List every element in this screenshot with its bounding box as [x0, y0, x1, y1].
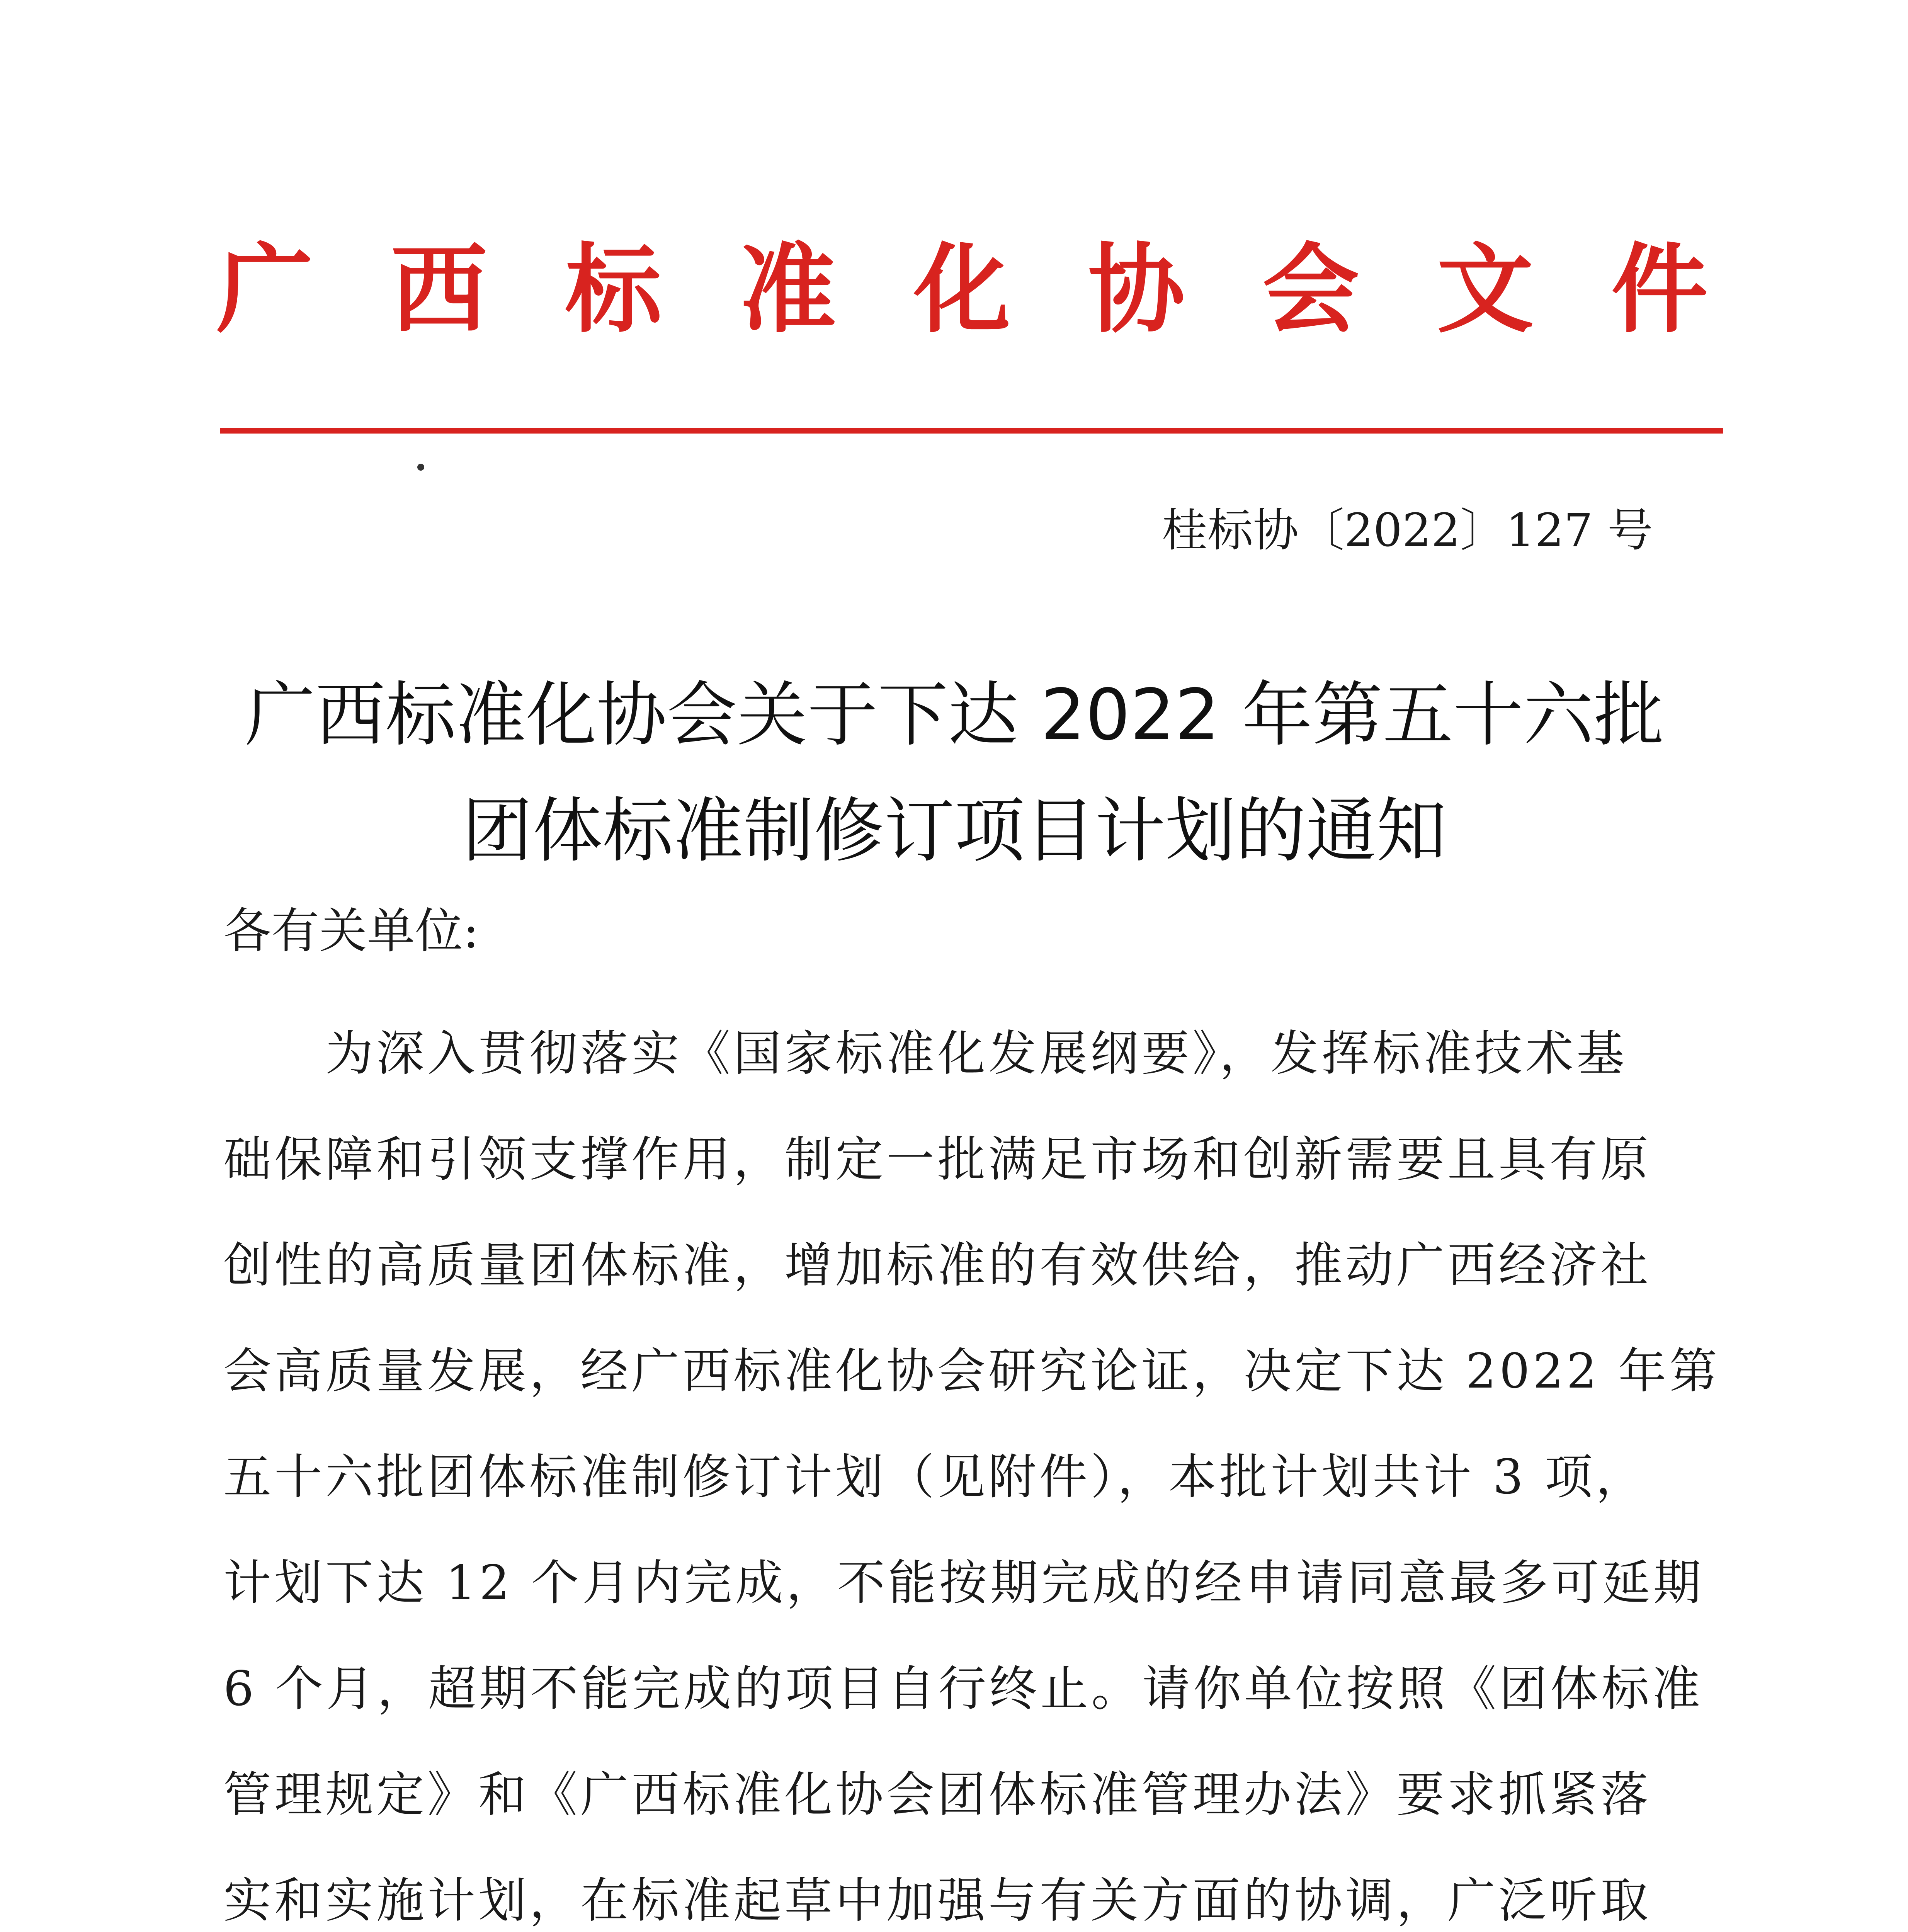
body-line: 创性的高质量团体标准，增加标准的有效供给，推动广西经济社 — [223, 1238, 1652, 1293]
salutation: 各有关单位: — [223, 903, 479, 959]
header-char: 西 — [391, 233, 488, 346]
body-paragraph — [223, 1001, 1721, 1932]
document-number: 桂标协〔2022〕127 号 — [1161, 503, 1653, 557]
body-line: 为深入贯彻落实《国家标准化发展纲要》，发挥标准技术基 — [223, 1026, 1628, 1082]
org-document-header — [216, 216, 1708, 363]
header-char: 文 — [1437, 233, 1534, 346]
notice-title — [216, 657, 1692, 889]
body-line: 实和实施计划，在标准起草中加强与有关方面的协调，广泛听取 — [223, 1873, 1652, 1929]
header-char: 化 — [914, 233, 1010, 346]
body-line: 五十六批团体标准制修订计划（见附件），本批计划共计 3 项， — [223, 1449, 1647, 1505]
header-char: 广 — [216, 233, 313, 346]
notice-title-line: 团体标准制修订项目计划的通知 — [462, 790, 1447, 872]
body-line: 计划下达 12 个月内完成，不能按期完成的经申请同意最多可延期 — [223, 1555, 1704, 1611]
header-char: 准 — [739, 233, 836, 346]
notice-title-line: 广西标准化协会关于下达 2022 年第五十六批 — [245, 674, 1664, 756]
body-line: 管理规定》和《广西标准化协会团体标准管理办法》要求抓紧落 — [223, 1767, 1652, 1823]
header-char: 协 — [1088, 233, 1185, 346]
header-char: 标 — [565, 233, 662, 346]
header-char: 会 — [1262, 233, 1359, 346]
header-divider — [220, 428, 1723, 434]
header-char: 件 — [1611, 233, 1708, 346]
stray-dot — [417, 464, 424, 471]
body-line: 础保障和引领支撑作用，制定一批满足市场和创新需要且具有原 — [223, 1132, 1652, 1187]
body-line: 6 个月，超期不能完成的项目自行终止。请你单位按照《团体标准 — [223, 1661, 1704, 1717]
body-line: 会高质量发展，经广西标准化协会研究论证，决定下达 2022 年第 — [223, 1344, 1721, 1399]
